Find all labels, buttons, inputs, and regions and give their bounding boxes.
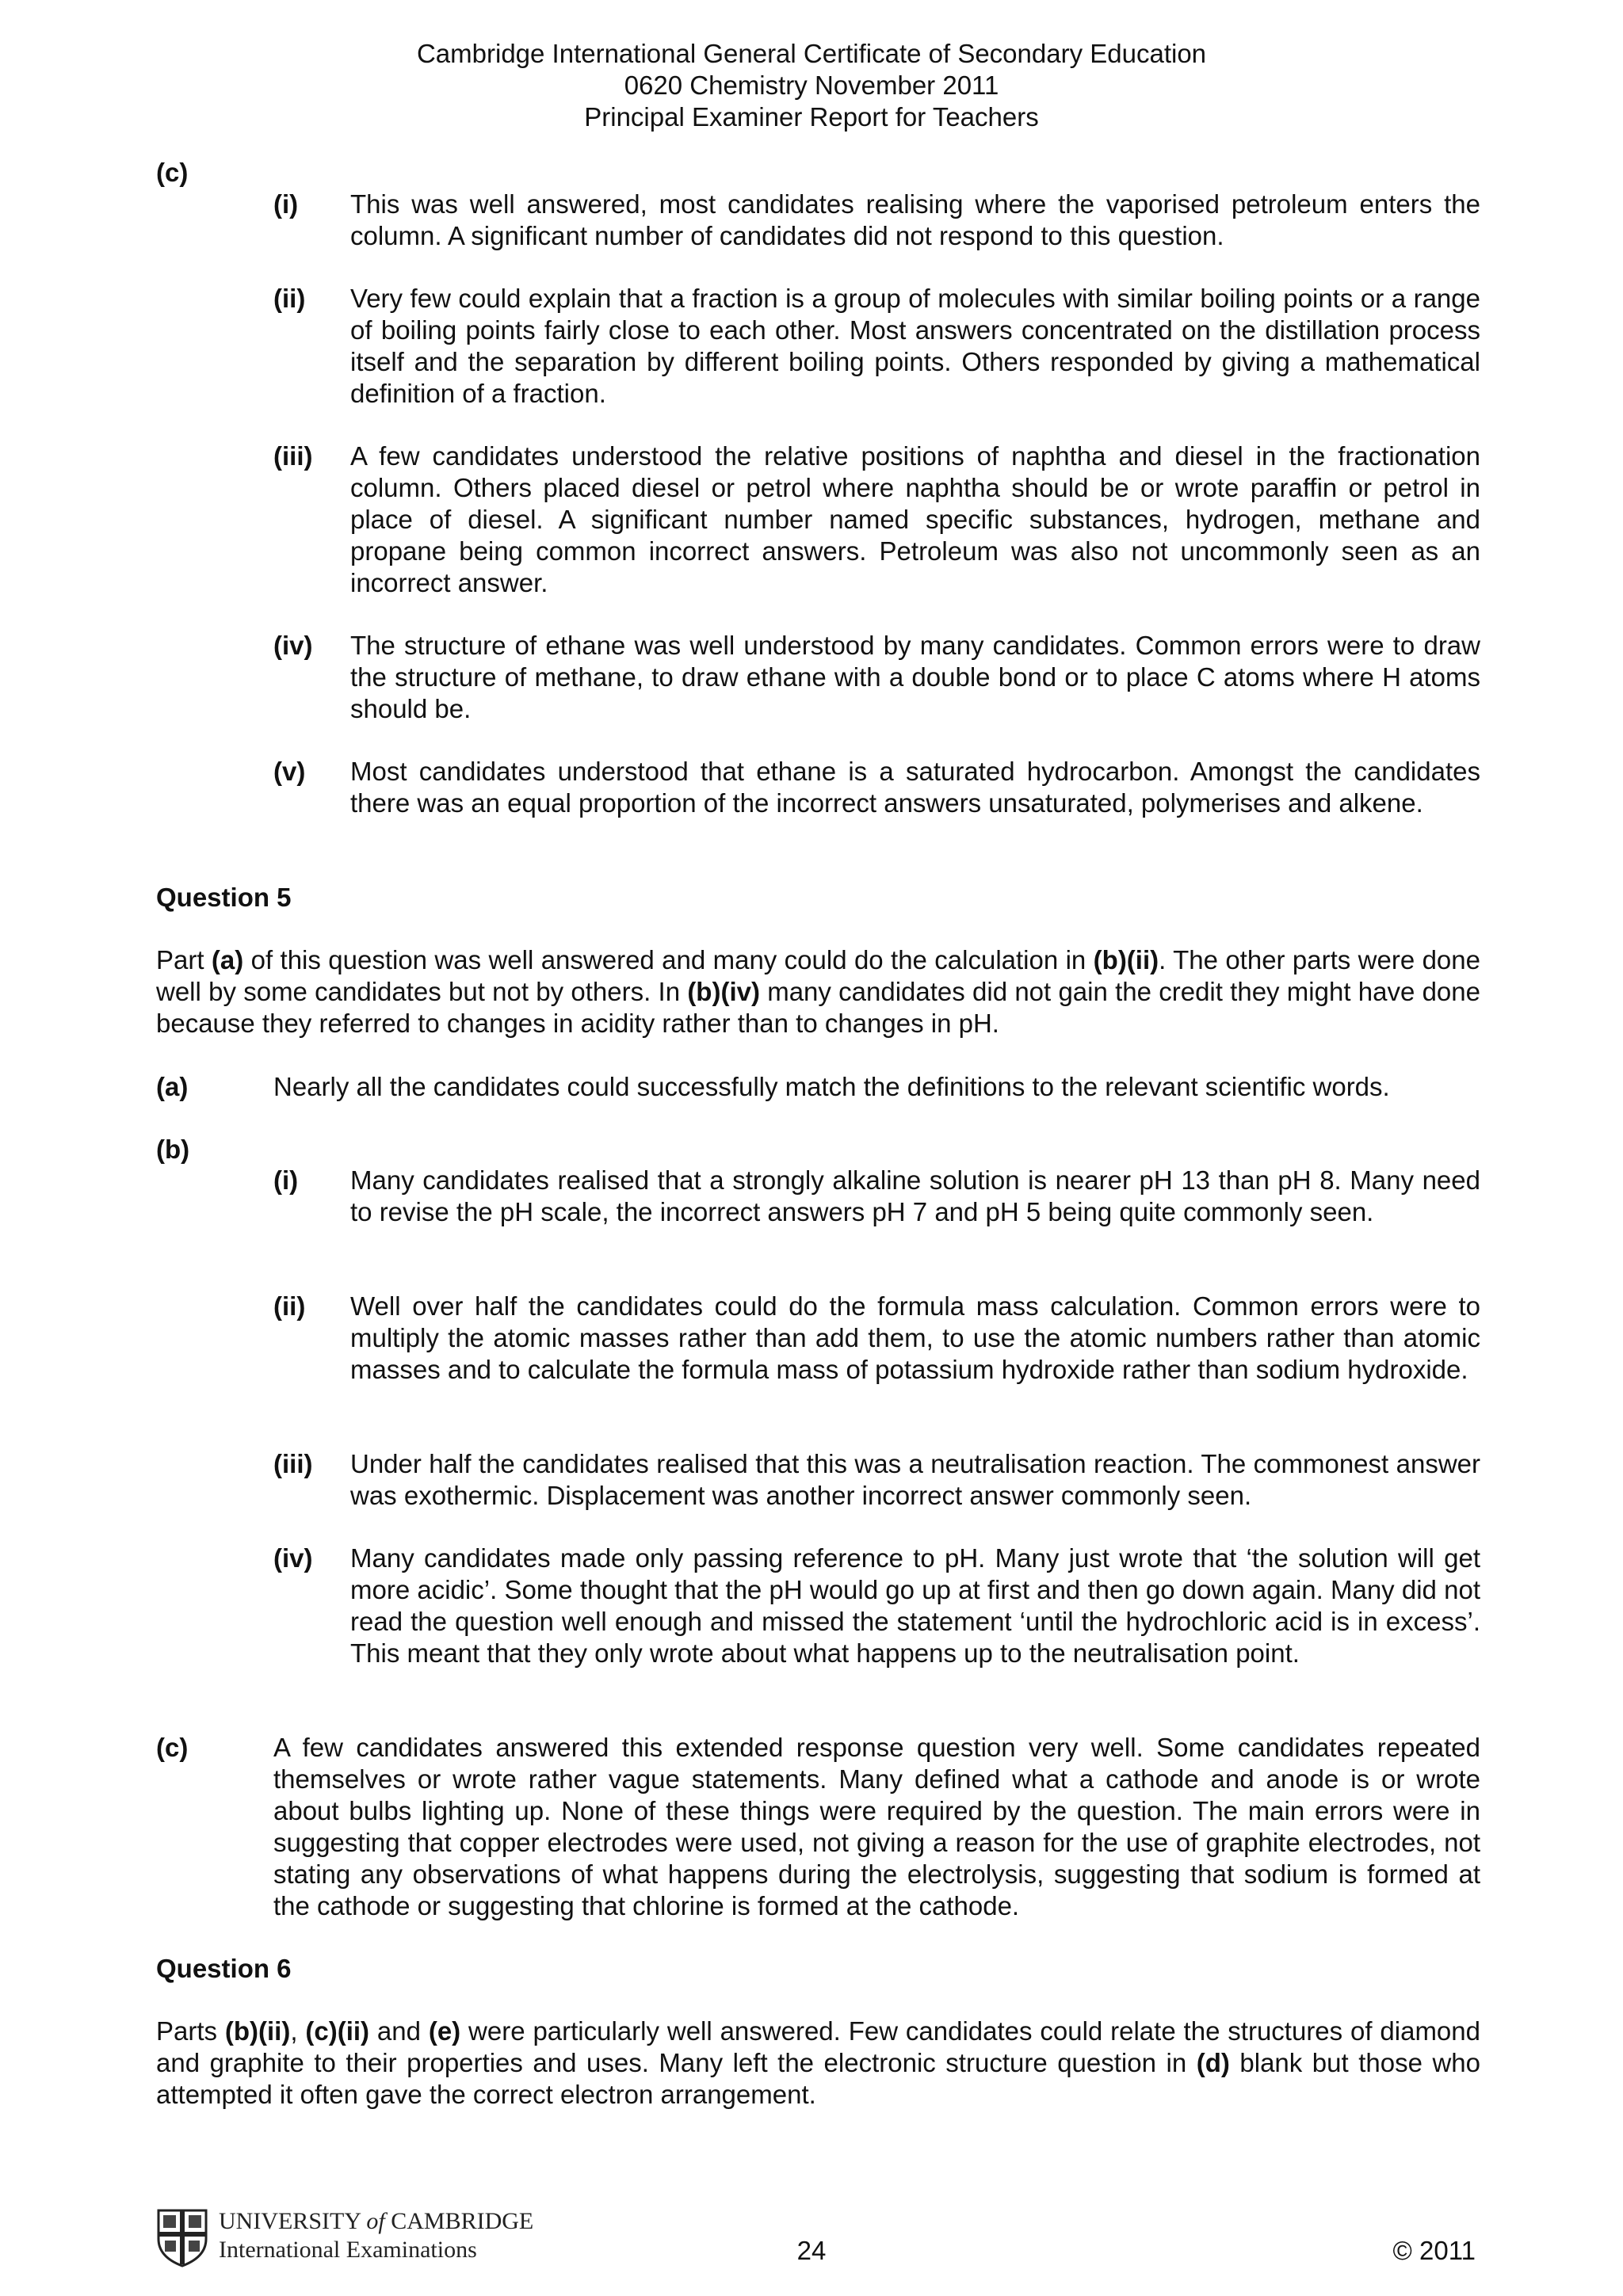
intro-text: . The other parts were done well by some candidates but not by others. In xyxy=(156,945,1480,1006)
intro-text: were particularly well answered. Few candidates could relate the structures of diamond and graphite to their properties and uses. Many left the electronic structure question in xyxy=(156,2016,1480,2077)
q5c-text: A few candidates answered this extended response question very well. Some candidates repeated themselves or wrote rather vague statements. Many defined what a cathode and anode is or wrote about bulbs lighting up. None of these things were required by the question. The main errors were in suggesting that copper electrodes were used, not giving a reason for the use of graphite electrodes, not stating any observations of what happens during the electrolysis, suggesting that sodium is formed at the cathode or suggesting that chlorine is formed at the cathode. xyxy=(273,1733,1480,1920)
item-text: Most candidates understood that ethane is a saturated hydrocarbon. Amongst the candidates there was an equal proportion of the incorrect answers unsaturated, polymerises and alkene. xyxy=(350,757,1480,818)
item-number: (iv) xyxy=(273,631,313,660)
q5a-text: Nearly all the candidates could successfully match the definitions to the relevant scientific words. xyxy=(273,1072,1390,1101)
intro-ref: (b)(ii) xyxy=(1093,945,1159,974)
logo-text-of: of xyxy=(366,2208,385,2234)
intro-text: , xyxy=(290,2016,306,2046)
intro-ref: (b)(ii) xyxy=(224,2016,291,2046)
q4c-item-v xyxy=(273,756,1480,851)
item-number: (i) xyxy=(273,1165,299,1195)
item-number: (iv) xyxy=(273,1543,313,1573)
item-text: Well over half the candidates could do the formula mass calculation. Common errors were to multiply the atomic masses rather than add them, to use the atomic numbers rather than atomic masses and to calculate the formula mass of potassium hydroxide rather than sodium hydroxide. xyxy=(350,1291,1480,1384)
q5b-item-iv xyxy=(273,1543,1480,1701)
item-number: (i) xyxy=(273,189,299,219)
q4c-item-iii xyxy=(273,441,1480,599)
report-header xyxy=(0,38,1623,133)
question-6-intro xyxy=(156,2016,1480,2111)
header-line-3: Principal Examiner Report for Teachers xyxy=(584,102,1039,132)
intro-ref: (b)(iv) xyxy=(687,977,760,1006)
q4c-item-i xyxy=(273,189,1480,252)
q4c-item-iv xyxy=(273,630,1480,725)
intro-ref: (c)(ii) xyxy=(305,2016,370,2046)
intro-text: of this question was well answered and many could do the calculation in xyxy=(243,945,1094,974)
item-number: (iii) xyxy=(273,1449,313,1478)
item-text: This was well answered, most candidates realising where the vaporised petroleum enters the column. A significant number of candidates did not respond to this question. xyxy=(350,189,1480,250)
copyright: © 2011 xyxy=(1392,2236,1476,2265)
item-text: The structure of ethane was well understood by many candidates. Common errors were to draw the structure of methane, to draw ethane with a double bond or to place C atoms where H atoms should be. xyxy=(350,631,1480,723)
q5b-item-i xyxy=(273,1165,1480,1260)
header-line-1: Cambridge International General Certificate of Secondary Education xyxy=(416,39,1207,68)
item-number: (v) xyxy=(273,757,306,786)
q5b-item-ii xyxy=(273,1291,1480,1417)
header-line-2: 0620 Chemistry November 2011 xyxy=(624,71,999,100)
page-number: 24 xyxy=(796,2236,827,2265)
intro-ref: (e) xyxy=(428,2016,461,2046)
intro-ref: (d) xyxy=(1196,2048,1230,2077)
intro-text: many candidates did not gain the credit they might have done because they referred to changes in acidity rather than to changes in pH. xyxy=(156,977,1480,1038)
q5a-label: (a) xyxy=(156,1072,189,1101)
q5b-item-iii xyxy=(273,1448,1480,1512)
q4c-label: (c) xyxy=(156,158,189,187)
question-6-heading: Question 6 xyxy=(156,1954,292,1983)
intro-ref: (a) xyxy=(211,945,244,974)
item-text: A few candidates understood the relative positions of naphtha and diesel in the fractionation column. Others placed diesel or petrol where naphtha should be or wrote paraffin or petrol in place of diesel. A significant number named specific substances, hydrogen, methane and propane being common incorrect answers. Petroleum was also not uncommonly seen as an incorrect answer. xyxy=(350,441,1480,597)
item-text: Very few could explain that a fraction is a group of molecules with similar boiling points or a range of boiling points fairly close to each other. Most answers concentrated on the distillation process itself and the separation by different boiling points. Others responded by giving a mathematical definition of a fraction. xyxy=(350,284,1480,408)
question-5-heading: Question 5 xyxy=(156,883,292,912)
q5b-label: (b) xyxy=(156,1135,190,1164)
intro-text: blank but those who attempted it often gave the correct electron arrangement. xyxy=(156,2048,1480,2109)
q5c-label: (c) xyxy=(156,1733,189,1762)
item-number: (ii) xyxy=(273,284,306,313)
intro-text: Part xyxy=(156,945,212,974)
item-text: Under half the candidates realised that this was a neutralisation reaction. The commonest answer was exothermic. Displacement was another incorrect answer commonly seen. xyxy=(350,1449,1480,1510)
item-number: (ii) xyxy=(273,1291,306,1321)
q4c-item-ii xyxy=(273,283,1480,410)
item-number: (iii) xyxy=(273,441,313,471)
question-5-intro xyxy=(156,944,1480,1039)
item-text: Many candidates realised that a strongly alkaline solution is nearer pH 13 than pH 8. Many need to revise the pH scale, the incorrect answers pH 7 and pH 5 being quite commonly seen. xyxy=(350,1165,1480,1226)
item-text: Many candidates made only passing reference to pH. Many just wrote that ‘the solution will get more acidic’. Some thought that the pH would go up at first and then go down again. Many did not read the question well enough and missed the statement ‘until the hydrochloric acid is in excess’. This meant that they only wrote about what happens up to the neutralisation point. xyxy=(350,1543,1480,1668)
logo-text-cambridge: CAMBRIDGE xyxy=(391,2208,534,2234)
intro-text: Parts xyxy=(156,2016,225,2046)
logo-text-examinations: International Examinations xyxy=(219,2237,477,2263)
logo-text-university: UNIVERSITY xyxy=(219,2208,361,2234)
intro-text: and xyxy=(369,2016,429,2046)
